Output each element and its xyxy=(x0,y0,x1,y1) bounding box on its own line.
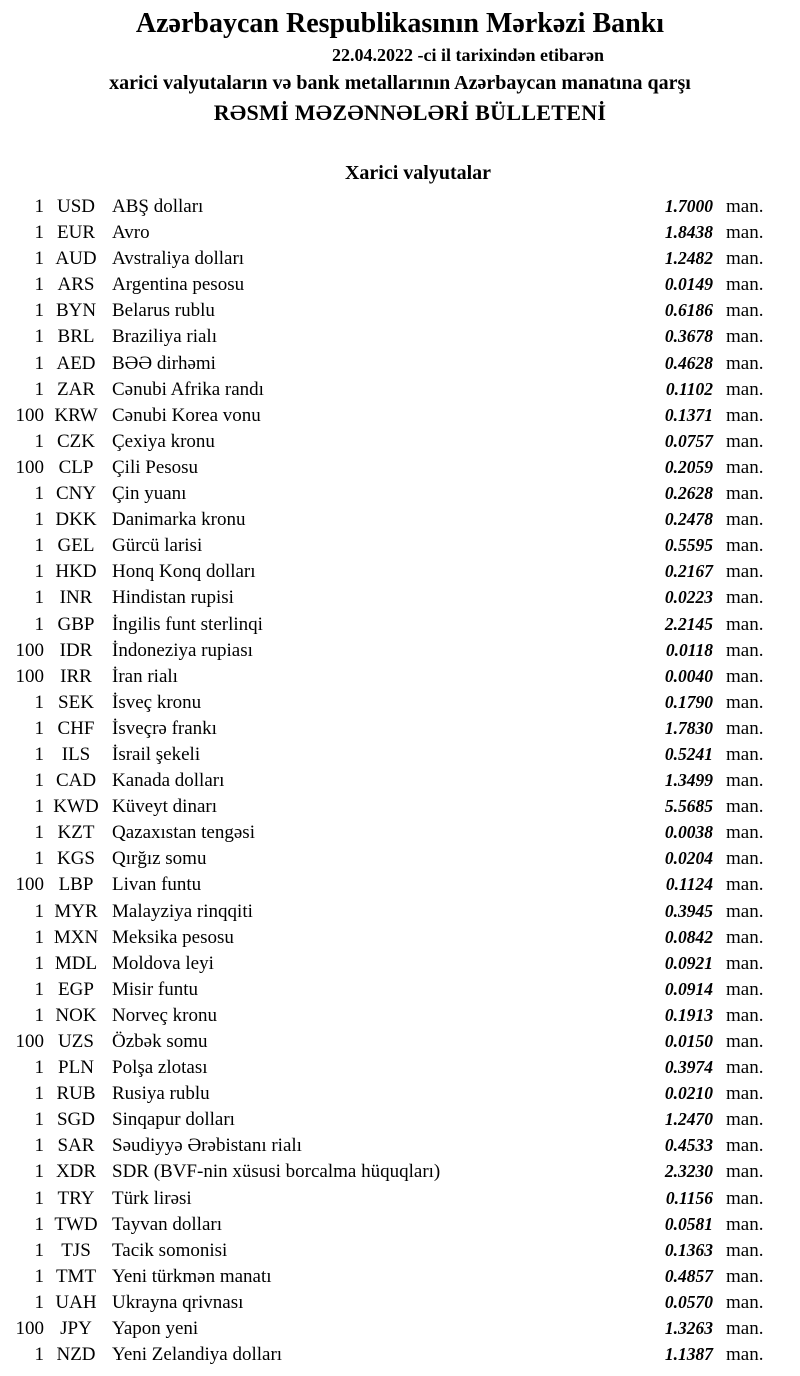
rate-value: 5.5685 xyxy=(664,796,713,817)
currency-quantity: 1 xyxy=(34,248,44,270)
currency-name: Livan funtu xyxy=(112,874,202,896)
currency-code: KWD xyxy=(53,796,99,818)
rate-row xyxy=(0,845,800,871)
rate-unit: man. xyxy=(726,1135,764,1157)
currency-code: EGP xyxy=(58,978,94,1000)
currency-code: TMT xyxy=(55,1265,97,1287)
rate-row xyxy=(0,1028,800,1054)
currency-quantity: 1 xyxy=(34,1344,44,1366)
currency-name: Ukrayna qrivnası xyxy=(112,1291,244,1313)
rate-unit: man. xyxy=(726,1187,764,1209)
rate-unit: man. xyxy=(726,952,764,974)
rate-row xyxy=(0,1289,800,1315)
rate-unit: man. xyxy=(726,665,764,687)
currency-quantity: 100 xyxy=(15,456,44,478)
currency-name: Belarus rublu xyxy=(112,300,215,322)
rate-unit: man. xyxy=(726,587,764,609)
currency-code: UAH xyxy=(55,1291,97,1313)
rate-unit: man. xyxy=(726,1004,764,1026)
rate-unit: man. xyxy=(726,456,764,478)
currency-code: MXN xyxy=(53,926,99,948)
rate-value: 1.7000 xyxy=(664,196,713,216)
currency-code: SEK xyxy=(58,691,94,713)
currency-name: Misir funtu xyxy=(112,978,199,1000)
effective-date-line: 22.04.2022 -ci il tarixindən etibarən xyxy=(332,45,604,65)
currency-quantity: 1 xyxy=(34,978,44,1000)
currency-code: USD xyxy=(56,196,95,217)
rate-value: 0.0150 xyxy=(664,1031,713,1051)
rate-row xyxy=(0,193,800,219)
currency-name: Argentina pesosu xyxy=(112,274,245,296)
currency-code: DKK xyxy=(55,509,97,531)
currency-name: Yeni türkmən manatı xyxy=(112,1265,272,1287)
rate-row xyxy=(0,1054,800,1080)
rate-unit: man. xyxy=(726,796,764,818)
currency-quantity: 1 xyxy=(34,1213,44,1235)
rate-value: 2.2145 xyxy=(664,613,713,634)
rate-unit: man. xyxy=(726,1213,764,1235)
currency-quantity: 1 xyxy=(34,796,44,818)
currency-name: Norveç kronu xyxy=(112,1004,217,1026)
rate-row xyxy=(0,1263,800,1289)
rate-row xyxy=(0,219,800,245)
rate-value: 0.3945 xyxy=(664,900,713,921)
rate-unit: man. xyxy=(726,1291,764,1313)
currency-quantity: 1 xyxy=(34,326,44,348)
currency-name: Yeni Zelandiya dolları xyxy=(112,1344,283,1366)
currency-name: Çili Pesosu xyxy=(112,456,199,478)
currency-code: AUD xyxy=(55,248,97,270)
currency-code: UZS xyxy=(58,1031,94,1052)
rate-row xyxy=(0,663,800,689)
rate-unit: man. xyxy=(726,404,764,426)
rate-value: 0.0149 xyxy=(664,274,713,295)
currency-name: Rusiya rublu xyxy=(112,1083,210,1105)
rate-value: 0.5241 xyxy=(664,743,713,764)
currency-code: TJS xyxy=(61,1239,91,1261)
currency-name: Cənubi Afrika randı xyxy=(112,378,264,400)
currency-name: Danimarka kronu xyxy=(112,509,246,531)
currency-quantity: 1 xyxy=(34,1109,44,1131)
currency-quantity: 1 xyxy=(34,535,44,557)
rate-unit: man. xyxy=(726,352,764,374)
rate-value: 0.1156 xyxy=(665,1187,713,1208)
currency-quantity: 100 xyxy=(15,1318,44,1340)
currency-name: Çin yuanı xyxy=(112,483,187,505)
currency-code: ZAR xyxy=(57,378,95,400)
currency-quantity: 1 xyxy=(34,952,44,974)
rate-row xyxy=(0,271,800,297)
rate-value: 0.2167 xyxy=(664,561,713,582)
currency-quantity: 1 xyxy=(34,1057,44,1079)
rate-value: 0.3974 xyxy=(664,1057,713,1078)
currency-quantity: 1 xyxy=(34,430,44,452)
currency-quantity: 1 xyxy=(34,691,44,713)
rate-row xyxy=(0,689,800,715)
rate-value: 1.8438 xyxy=(664,222,713,243)
currency-name: Küveyt dinarı xyxy=(112,796,218,818)
rate-value: 0.0570 xyxy=(664,1291,713,1312)
currency-name: Braziliya rialı xyxy=(112,326,217,348)
currency-code: KGS xyxy=(56,848,95,870)
rate-row xyxy=(0,454,800,480)
rate-unit: man. xyxy=(726,926,764,948)
currency-name: Meksika pesosu xyxy=(112,926,234,948)
rate-unit: man. xyxy=(726,874,764,896)
currency-code: CZK xyxy=(57,430,95,452)
currency-name: Tayvan dolları xyxy=(112,1213,222,1235)
currency-quantity: 1 xyxy=(34,587,44,609)
rate-value: 1.2482 xyxy=(664,248,713,269)
currency-code: CLP xyxy=(58,456,94,478)
currency-quantity: 1 xyxy=(34,717,44,739)
currency-quantity: 1 xyxy=(34,613,44,635)
rate-row xyxy=(0,558,800,584)
rate-row xyxy=(0,532,800,558)
currency-name: Çexiya kronu xyxy=(112,430,215,452)
currency-name: İran rialı xyxy=(112,665,178,687)
rate-value: 1.3263 xyxy=(664,1318,713,1339)
currency-code: MDL xyxy=(54,952,98,974)
currency-name: İsrail şekeli xyxy=(112,743,201,765)
rate-value: 0.6186 xyxy=(664,300,713,321)
rate-unit: man. xyxy=(726,248,764,270)
currency-quantity: 1 xyxy=(34,743,44,765)
rate-row xyxy=(0,1158,800,1184)
rate-row xyxy=(0,506,800,532)
rate-unit: man. xyxy=(726,509,764,531)
currency-quantity: 1 xyxy=(34,509,44,531)
rate-unit: man. xyxy=(726,1109,764,1131)
bulletin-title: RƏSMİ MƏZƏNNƏLƏRİ BÜLLETENİ xyxy=(213,100,607,125)
rate-row xyxy=(0,924,800,950)
currency-name: Türk lirəsi xyxy=(112,1187,192,1209)
currency-name: Avstraliya dolları xyxy=(112,248,245,270)
rate-unit: man. xyxy=(726,274,764,296)
rate-row xyxy=(0,1106,800,1132)
rate-row xyxy=(0,1315,800,1341)
currency-code: AED xyxy=(56,352,96,374)
currency-name: BƏƏ dirhəmi xyxy=(112,352,216,374)
currency-name: Honq Konq dolları xyxy=(112,561,256,583)
currency-quantity: 100 xyxy=(15,1031,44,1052)
currency-code: TWD xyxy=(54,1213,98,1235)
rate-value: 0.0210 xyxy=(664,1083,713,1104)
currency-name: İndoneziya rupiası xyxy=(112,639,253,661)
currency-quantity: 1 xyxy=(34,378,44,400)
currency-code: SAR xyxy=(57,1135,95,1157)
currency-code: EUR xyxy=(57,222,95,244)
rate-row xyxy=(0,793,800,819)
currency-quantity: 1 xyxy=(34,352,44,374)
rate-value: 0.0842 xyxy=(664,926,713,947)
rate-unit: man. xyxy=(726,483,764,505)
currency-code: CNY xyxy=(55,483,97,505)
rate-row xyxy=(0,1002,800,1028)
rate-row xyxy=(0,323,800,349)
bank-name-title: Azərbaycan Respublikasının Mərkəzi Bankı xyxy=(135,8,665,39)
rate-row xyxy=(0,480,800,506)
currency-name: ABŞ dolları xyxy=(112,196,204,217)
currency-quantity: 1 xyxy=(34,222,44,244)
rate-row xyxy=(0,584,800,610)
rate-value: 0.2628 xyxy=(664,483,713,504)
rate-unit: man. xyxy=(726,743,764,765)
currency-code: IRR xyxy=(60,665,92,687)
rate-unit: man. xyxy=(726,613,764,635)
rate-row xyxy=(0,819,800,845)
rate-unit: man. xyxy=(726,300,764,322)
currency-quantity: 1 xyxy=(34,1265,44,1287)
rate-row xyxy=(0,350,800,376)
currency-name: Malayziya rinqqiti xyxy=(112,900,253,922)
currency-code: IDR xyxy=(59,639,93,661)
rate-unit: man. xyxy=(726,196,764,217)
rate-unit: man. xyxy=(726,691,764,713)
rate-value: 0.0223 xyxy=(664,587,713,608)
currency-code: NZD xyxy=(56,1344,96,1366)
rate-row xyxy=(0,402,800,428)
rate-unit: man. xyxy=(726,378,764,400)
currency-quantity: 1 xyxy=(34,926,44,948)
rate-row xyxy=(0,611,800,637)
rate-unit: man. xyxy=(726,900,764,922)
currency-name: İsveçrə frankı xyxy=(112,717,217,739)
currency-quantity: 1 xyxy=(34,274,44,296)
currency-code: KRW xyxy=(54,404,98,426)
rate-value: 0.0921 xyxy=(664,952,713,973)
currency-code: NOK xyxy=(55,1004,97,1026)
currency-code: LBP xyxy=(58,874,94,896)
currency-name: Cənubi Korea vonu xyxy=(112,404,261,426)
rate-value: 0.1363 xyxy=(664,1239,713,1260)
rate-value: 0.1371 xyxy=(664,404,713,425)
rate-value: 0.0038 xyxy=(664,822,713,843)
currency-quantity: 100 xyxy=(15,665,44,687)
currency-name: Tacik somonisi xyxy=(112,1239,228,1261)
currency-quantity: 1 xyxy=(34,1135,44,1157)
rate-row xyxy=(0,950,800,976)
rate-unit: man. xyxy=(726,1239,764,1261)
rate-row xyxy=(0,976,800,1002)
currency-code: RUB xyxy=(56,1083,96,1105)
currency-quantity: 1 xyxy=(34,848,44,870)
rate-row xyxy=(0,297,800,323)
rate-unit: man. xyxy=(726,639,764,661)
currency-name: Moldova leyi xyxy=(112,952,214,974)
currency-code: GBP xyxy=(57,613,95,635)
rate-row xyxy=(0,871,800,897)
currency-name: Hindistan rupisi xyxy=(112,587,234,609)
rate-value: 0.2059 xyxy=(664,456,713,477)
currency-quantity: 1 xyxy=(34,196,44,217)
rate-unit: man. xyxy=(726,1031,764,1052)
rate-value: 0.1102 xyxy=(665,378,713,399)
currency-quantity: 1 xyxy=(34,300,44,322)
rate-value: 0.0914 xyxy=(664,978,713,999)
rate-value: 0.0040 xyxy=(664,665,713,686)
rate-value: 1.2470 xyxy=(664,1109,713,1130)
currency-name: Avro xyxy=(112,222,150,244)
currency-code: JPY xyxy=(60,1318,92,1340)
currency-name: Qazaxıstan tengəsi xyxy=(112,822,255,844)
rate-value: 0.0757 xyxy=(664,430,713,451)
rate-row xyxy=(0,767,800,793)
rate-value: 0.0118 xyxy=(665,639,713,660)
rate-unit: man. xyxy=(726,1083,764,1105)
rate-row xyxy=(0,741,800,767)
currency-code: ILS xyxy=(61,743,91,765)
currency-code: ARS xyxy=(57,274,95,296)
currency-code: XDR xyxy=(55,1161,97,1183)
currency-quantity: 1 xyxy=(34,483,44,505)
rate-value: 0.1124 xyxy=(665,874,713,895)
currency-quantity: 1 xyxy=(34,770,44,792)
rate-row xyxy=(0,1132,800,1158)
rates-table xyxy=(0,193,800,1367)
rate-unit: man. xyxy=(726,326,764,348)
currency-quantity: 100 xyxy=(15,639,44,661)
currency-name: Özbək somu xyxy=(112,1031,208,1052)
currency-code: GEL xyxy=(57,535,95,557)
currency-quantity: 1 xyxy=(34,1004,44,1026)
currency-quantity: 1 xyxy=(34,1291,44,1313)
currency-quantity: 1 xyxy=(34,822,44,844)
rate-value: 2.3230 xyxy=(664,1161,713,1182)
currency-code: SGD xyxy=(56,1109,95,1131)
currency-name: Kanada dolları xyxy=(112,770,225,792)
currency-code: BYN xyxy=(55,300,97,322)
currency-quantity: 1 xyxy=(34,1239,44,1261)
currency-code: KZT xyxy=(57,822,95,844)
rate-row xyxy=(0,1341,800,1367)
currency-name: Qırğız somu xyxy=(112,848,207,870)
currency-name: İngilis funt sterlinqi xyxy=(112,613,263,635)
currency-code: MYR xyxy=(54,900,98,922)
rate-row xyxy=(0,1185,800,1211)
rate-value: 1.1387 xyxy=(664,1344,713,1365)
rate-value: 0.2478 xyxy=(664,509,713,530)
rate-row xyxy=(0,898,800,924)
rate-row xyxy=(0,1237,800,1263)
currency-quantity: 1 xyxy=(34,1187,44,1209)
currency-code: INR xyxy=(59,587,93,609)
rate-unit: man. xyxy=(726,1057,764,1079)
rate-row xyxy=(0,1080,800,1106)
rate-row xyxy=(0,715,800,741)
rate-unit: man. xyxy=(726,535,764,557)
currency-code: TRY xyxy=(57,1187,95,1209)
currency-name: SDR (BVF-nin xüsusi borcalma hüquqları) xyxy=(112,1161,441,1183)
rate-value: 0.1913 xyxy=(664,1004,713,1025)
rate-unit: man. xyxy=(726,430,764,452)
rate-unit: man. xyxy=(726,822,764,844)
currency-code: CAD xyxy=(55,770,97,792)
bulletin-subtitle: xarici valyutaların və bank metallarının Azərbaycan manatına qarşı xyxy=(109,72,691,94)
rate-unit: man. xyxy=(726,770,764,792)
currency-quantity: 100 xyxy=(15,404,44,426)
rate-value: 1.7830 xyxy=(664,717,713,738)
currency-quantity: 1 xyxy=(34,1161,44,1183)
currency-name: Polşa zlotası xyxy=(112,1057,208,1079)
rate-value: 0.0204 xyxy=(664,848,713,869)
rate-unit: man. xyxy=(726,1318,764,1340)
rate-unit: man. xyxy=(726,717,764,739)
currency-name: Yapon yeni xyxy=(112,1318,199,1340)
currency-quantity: 1 xyxy=(34,1083,44,1105)
currency-name: Sinqapur dolları xyxy=(112,1109,235,1131)
rate-row xyxy=(0,1211,800,1237)
rate-value: 0.0581 xyxy=(664,1213,713,1234)
currency-code: BRL xyxy=(57,326,95,348)
rate-row xyxy=(0,245,800,271)
currency-code: PLN xyxy=(58,1057,94,1079)
currency-name: Səudiyyə Ərəbistanı rialı xyxy=(112,1135,302,1157)
rate-unit: man. xyxy=(726,1161,764,1183)
rate-value: 0.4628 xyxy=(664,352,713,373)
rate-unit: man. xyxy=(726,222,764,244)
currency-code: CHF xyxy=(57,717,95,739)
section-title-foreign-currencies: Xarici valyutalar xyxy=(344,162,492,184)
rate-value: 0.5595 xyxy=(664,535,713,556)
currency-name: Gürcü larisi xyxy=(112,535,203,557)
currency-quantity: 1 xyxy=(34,900,44,922)
rate-value: 0.4857 xyxy=(664,1265,713,1286)
rate-row xyxy=(0,428,800,454)
rate-unit: man. xyxy=(726,561,764,583)
rate-value: 0.4533 xyxy=(664,1135,713,1156)
rate-unit: man. xyxy=(726,1344,764,1366)
rate-value: 0.3678 xyxy=(664,326,713,347)
rate-value: 0.1790 xyxy=(664,691,713,712)
currency-quantity: 1 xyxy=(34,561,44,583)
rate-row xyxy=(0,637,800,663)
rate-value: 1.3499 xyxy=(664,770,713,791)
currency-code: HKD xyxy=(55,561,97,583)
rate-unit: man. xyxy=(726,848,764,870)
currency-name: İsveç kronu xyxy=(112,691,202,713)
rate-unit: man. xyxy=(726,1265,764,1287)
rate-row xyxy=(0,376,800,402)
currency-quantity: 100 xyxy=(15,874,44,896)
rate-unit: man. xyxy=(726,978,764,1000)
